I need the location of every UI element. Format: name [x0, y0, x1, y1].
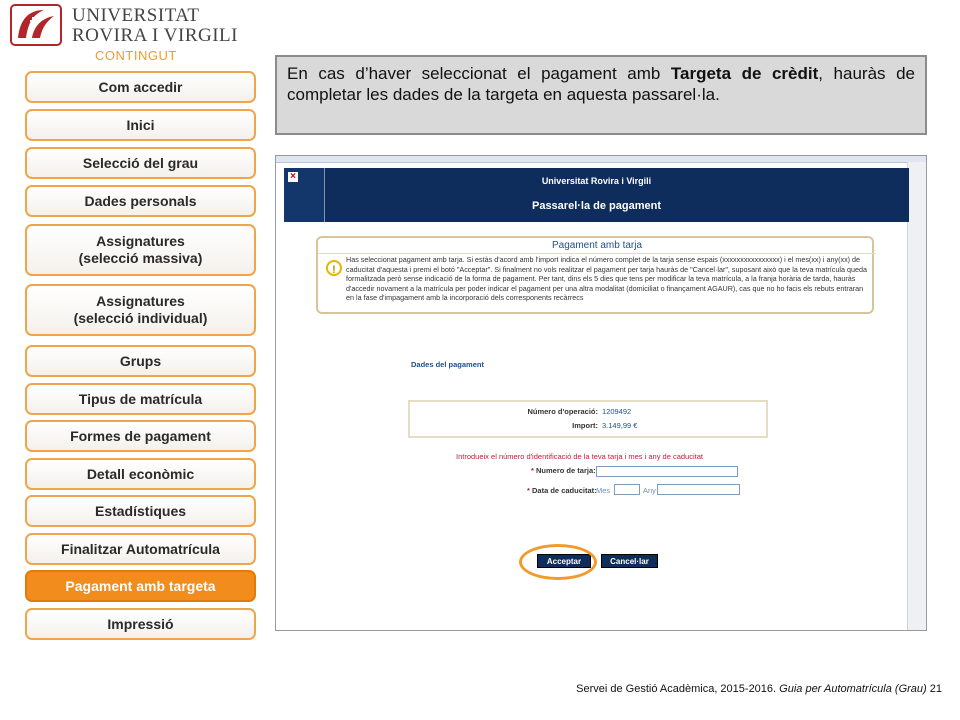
nav-label-line-2: (selecció massiva): [78, 250, 203, 266]
scrollbar[interactable]: [907, 162, 926, 630]
nav-item-pagament-targeta[interactable]: [25, 570, 256, 602]
card-number-input[interactable]: [596, 466, 738, 477]
footer-text: Servei de Gestió Acadèmica, 2015-2016.: [576, 683, 780, 695]
footer-guide-title: Guia per Automatrícula (Grau): [779, 683, 927, 695]
payment-data-title: Dades del pagament: [411, 360, 484, 369]
nav-item-grups[interactable]: [25, 345, 256, 377]
card-number-label-row: [531, 466, 596, 475]
nav-label: Finalitzar Automatrícula: [61, 540, 220, 557]
instruction-text-after: , hauràs de completar les dades de la targeta en aquesta passarel·la.: [287, 64, 916, 104]
page-footer: [576, 683, 942, 695]
nav-label: Impressió: [107, 615, 174, 632]
nav-item-detall-economic[interactable]: [25, 458, 256, 490]
expiry-label-row: [527, 486, 597, 495]
nav-label-line-2: (selecció individual): [73, 310, 208, 326]
gateway-banner: [284, 168, 909, 222]
banner-university: Universitat Rovira i Virgili: [541, 176, 652, 186]
close-icon: ×: [288, 172, 298, 182]
instruction-box: [275, 55, 927, 135]
operation-value: 1209492: [602, 407, 632, 416]
logo-line-2: ROVIRA I VIRGILI: [72, 25, 238, 46]
nav-item-assignatures-massiva[interactable]: [25, 224, 256, 276]
nav-label: Grups: [119, 352, 162, 369]
nav-label: Tipus de matrícula: [78, 390, 203, 407]
accept-button[interactable]: Acceptar: [537, 554, 591, 568]
notice-title: Pagament amb tarja: [318, 240, 876, 254]
nav-item-impressio[interactable]: [25, 608, 256, 640]
university-name: [72, 6, 238, 46]
section-label: CONTINGUT: [95, 48, 177, 63]
nav-item-seleccio-grau[interactable]: [25, 147, 256, 179]
nav-label: Detall econòmic: [86, 465, 195, 482]
nav-item-finalitzar-automatricula[interactable]: [25, 533, 256, 565]
nav-item-estadistiques[interactable]: [25, 495, 256, 527]
nav-item-formes-pagament[interactable]: [25, 420, 256, 452]
instruction-text-bold: Targeta de crèdit: [670, 64, 819, 83]
nav-label-line-1: Assignatures: [96, 233, 185, 249]
logo-line-1: UNIVERSITAT: [72, 5, 200, 26]
required-mark: *: [531, 466, 534, 475]
nav-label: Inici: [126, 116, 155, 133]
cancel-button[interactable]: Cancel·lar: [601, 554, 658, 568]
nav-label: Estadístiques: [94, 502, 187, 519]
expiry-label: Data de caducitat:: [532, 486, 597, 495]
window-top-bar: [276, 156, 926, 163]
amount-value: 3.149,99 €: [602, 421, 638, 430]
nav-item-dades-personals[interactable]: [25, 185, 256, 217]
university-logo: [8, 4, 248, 46]
notice-panel: [316, 236, 874, 314]
card-heading: Introdueix el número d'identificació de la teva tarja i mes i any de caducitat: [456, 452, 703, 461]
nav-item-com-accedir[interactable]: [25, 71, 256, 103]
warning-icon: !: [326, 260, 342, 276]
required-mark: *: [527, 486, 530, 495]
month-placeholder: Mes: [596, 486, 611, 495]
urv-emblem-icon: [10, 4, 62, 46]
nav-label: Pagament amb targeta: [65, 577, 216, 594]
nav-label: Formes de pagament: [70, 427, 211, 444]
banner-title: Passarel·la de pagament: [531, 200, 661, 212]
card-number-label: Numero de tarja:: [536, 466, 596, 475]
year-placeholder: Any: [643, 486, 656, 495]
payment-summary: [408, 400, 768, 438]
footer-page-number: 21: [926, 683, 942, 695]
gateway-screenshot: [275, 155, 927, 631]
nav-item-tipus-matricula[interactable]: [25, 383, 256, 415]
instruction-text-before: En cas d’haver seleccionat el pagament amb: [287, 64, 671, 83]
nav-label-line-1: Assignatures: [96, 293, 185, 309]
nav-item-inici[interactable]: [25, 109, 256, 141]
amount-label: Import:: [572, 421, 598, 430]
operation-label: Número d'operació:: [527, 407, 598, 416]
nav-label: Com accedir: [98, 78, 183, 95]
expiry-year-input[interactable]: [657, 484, 740, 495]
nav-label: Selecció del grau: [82, 154, 199, 171]
expiry-month-input[interactable]: [614, 484, 640, 495]
notice-text: Has seleccionat pagament amb tarja. Si estàs d'acord amb l'import indica el número complet de la tarja sense espais (xxxxxxxxxxxxxxxx) i el mes(xx) i any(xx) de caducitat d'aquesta i premi el botó "Acceptar". Si finalment no vols realitzar el pagament per tarja hauràs de "Cancel·lar", suposant això que la teva matrícula queda formalitzada però sense indicació de la forma de pagament. Per tant, dins els 5 dies que tens per modificar la teva matrícula, a la franja horària de tarda, hauràs d'accedir novament a la matrícula per poder indicar el pagament per una altra modalitat (domiciliat o finançament AGAUR), cas que no ho facis els rebuts entraran en la fase d'impagament amb la incorporació dels corresponents recàrrecs: [346, 255, 867, 302]
nav-label: Dades personals: [84, 192, 197, 209]
nav-item-assignatures-individual[interactable]: [25, 284, 256, 336]
